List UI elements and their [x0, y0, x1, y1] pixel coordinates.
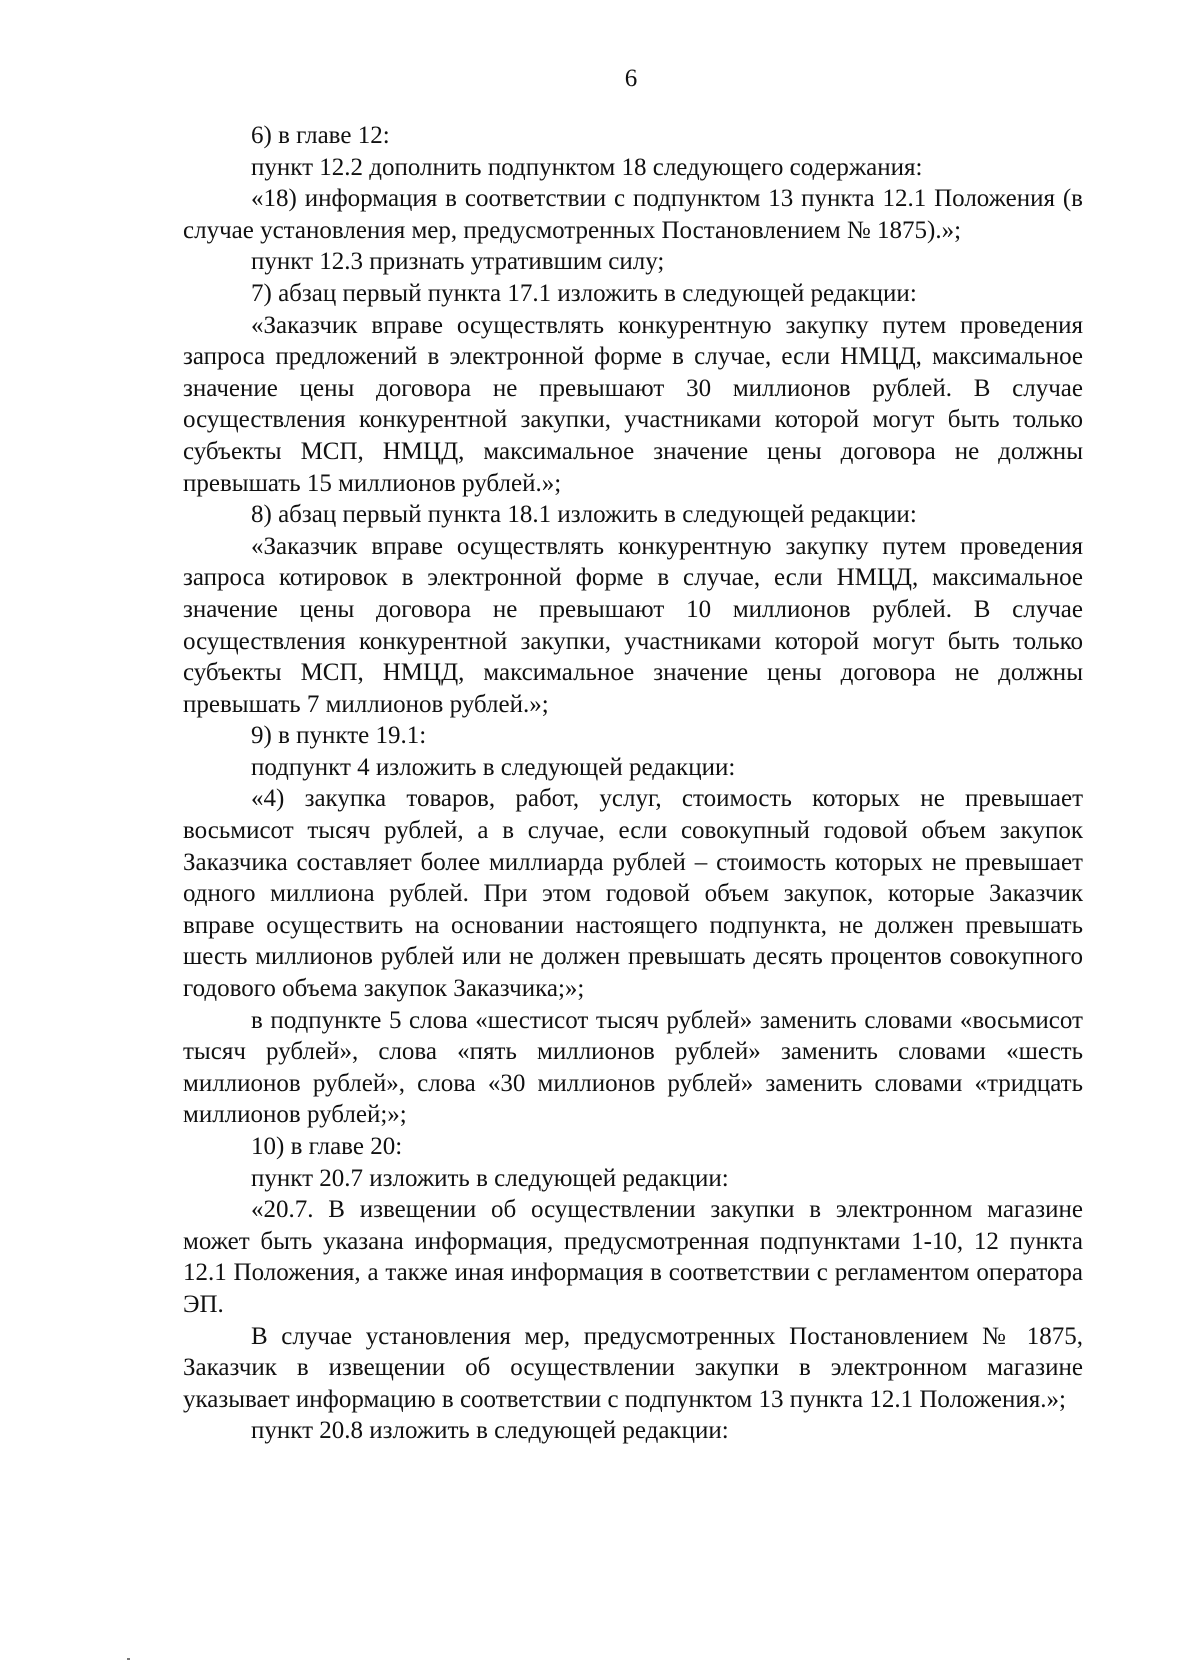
paragraph-chapter-12: 6) в главе 12:: [251, 122, 390, 149]
paragraph-20-7-measures: В случае установления мер, предусмотренных Постановлением № 1875, Заказчик в извещении об осуществлении закупки в электронном магазине указывает информацию в соответствии с подпунктом 13 пункта 12.1 Положения.»;: [183, 1322, 1083, 1413]
paragraph-18-1-quote: «Заказчик вправе осуществлять конкурентную закупку путем проведения запроса котировок в электронной форме в случае, если НМЦД, максимальное значение цены договора не превышают 10 миллионов рублей. В случае осуществления конкурентной закупки, участниками которой могут быть только субъекты МСП, НМЦД, максимальное значение цены договора не должны превышать 7 миллионов рублей.»;: [183, 532, 1083, 718]
paragraph-item-20-7: пункт 20.7 изложить в следующей редакции:: [251, 1164, 729, 1192]
paragraph-20-7-quote: «20.7. В извещении об осуществлении закупки в электронном магазине может быть указана информация, предусмотренная подпунктами 1-10, 12 пункта 12.1 Положения, а также иная информация в соответствии с регламентом оператора ЭП.: [183, 1196, 1083, 1318]
paragraph-subitem-4: подпункт 4 изложить в следующей редакции:: [251, 753, 736, 781]
document-body: [183, 120, 1083, 1447]
paragraph-17-1-quote: «Заказчик вправе осуществлять конкурентную закупку путем проведения запроса предложений в электронной форме в случае, если НМЦД, максимальное значение цены договора не превышают 30 миллионов рублей. В случае осуществления конкурентной закупки, участниками которой могут быть только субъекты МСП, НМЦД, максимальное значение цены договора не должны превышать 15 миллионов рублей.»;: [183, 311, 1083, 497]
paragraph-chapter-20: 10) в главе 20:: [251, 1133, 403, 1160]
paragraph-item-17-1: 7) абзац первый пункта 17.1 изложить в следующей редакции:: [251, 279, 917, 307]
page-number: 6: [624, 65, 638, 92]
paragraph-item-18-1: 8) абзац первый пункта 18.1 изложить в следующей редакции:: [251, 501, 917, 529]
paragraph-item-12-3: пункт 12.3 признать утратившим силу;: [251, 248, 665, 276]
paragraph-item-20-8: пункт 20.8 изложить в следующей редакции:: [251, 1417, 729, 1445]
paragraph-subitem-18-quote: «18) информация в соответствии с подпунктом 13 пункта 12.1 Положения (в случае установления мер, предусмотренных Постановлением № 1875).»;: [183, 185, 1083, 244]
paragraph-item-19-1: 9) в пункте 19.1:: [251, 722, 427, 750]
paragraph-subitem-5: в подпункте 5 слова «шестисот тысяч рублей» заменить словами «восьмисот тысяч рублей», слова «пять миллионов рублей» заменить словами «шесть миллионов рублей», слова «30 миллионов рублей» заменить словами «тридцать миллионов рублей;»;: [183, 1006, 1083, 1129]
paragraph-subitem-4-quote: «4) закупка товаров, работ, услуг, стоимость которых не превышает восьмисот тысяч рублей, а в случае, если совокупный годовой объем закупок Заказчика составляет более миллиарда рублей – стоимость которых не превышает одного миллиона рублей. При этом годовой объем закупок, которые Заказчик вправе осуществить на основании настоящего подпункта, не должен превышать шесть миллионов рублей или не должен превышать десять процентов совокупного годового объема закупок Заказчика;»;: [183, 785, 1083, 1003]
paragraph-item-12-2: пункт 12.2 дополнить подпунктом 18 следующего содержания:: [251, 153, 923, 181]
scan-mark: [127, 1658, 130, 1660]
